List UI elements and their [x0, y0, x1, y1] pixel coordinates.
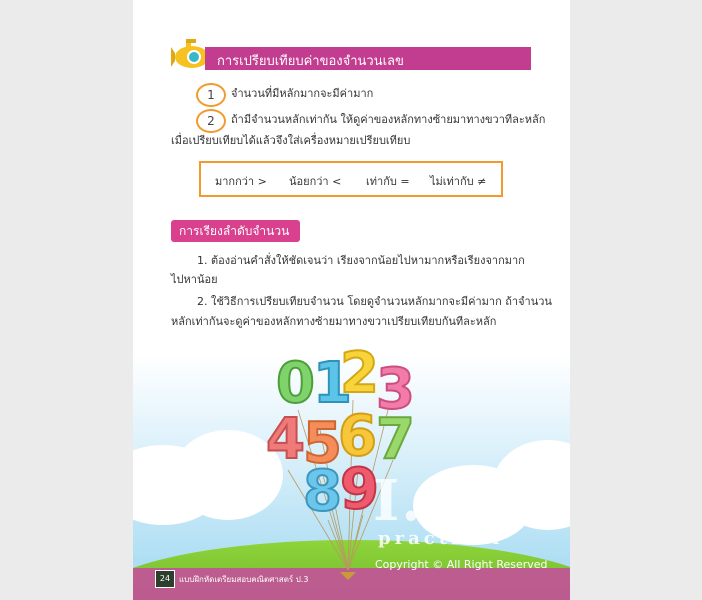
- ordering-p1-line2: ไปหาน้อย: [171, 273, 218, 286]
- balloon-7: 7: [376, 407, 415, 472]
- book-title: แบบฝึกหัดเตรียมสอบคณิตศาสตร์ ป.3: [179, 575, 309, 584]
- balloon-5: 5: [303, 411, 342, 476]
- ordering-p2-line2: หลักเท่ากันจะดูค่าของหลักทางซ้ายมาทางขวาเปรียบเทียบกันทีละหลัก: [171, 315, 497, 328]
- balloon-4: 4: [266, 407, 305, 472]
- balloon-1: 1: [313, 351, 352, 416]
- watermark-logo: I.S.: [373, 468, 485, 534]
- balloon-9: 9: [340, 457, 379, 522]
- rule-text-2: ถ้ามีจำนวนหลักเท่ากัน ให้ดูค่าของหลักทางซ้ายมาทางขวาทีละหลัก: [231, 113, 546, 126]
- symbol-greater: มากกว่า >: [215, 175, 267, 188]
- section-title-bar: [205, 47, 531, 70]
- symbol-less: น้อยกว่า <: [289, 175, 342, 188]
- ordering-p2-line1: 2. ใช้วิธีการเปรียบเทียบจำนวน โดยดูจำนวนหลักมากจะมีค่ามาก ถ้าจำนวน: [197, 295, 552, 308]
- section-title: การเปรียบเทียบค่าของจำนวนเลข: [217, 54, 404, 69]
- rule-number-2: 2: [196, 109, 226, 133]
- textbook-page: [133, 0, 570, 600]
- watermark-sub: practical: [378, 528, 504, 549]
- balloon-2: 2: [340, 341, 379, 406]
- balloon-6: 6: [338, 404, 377, 469]
- ordering-p1-line1: 1. ต้องอ่านคำสั่งให้ชัดเจนว่า เรียงจากน้อยไปหามากหรือเรียงจากมาก: [197, 254, 525, 267]
- rule-text-2-cont: เมื่อเปรียบเทียบได้แล้วจึงใส่เครื่องหมายเปรียบเทียบ: [171, 134, 411, 147]
- copyright-text: Copyright © All Right Reserved: [375, 558, 548, 571]
- rule-number-1: 1: [196, 83, 226, 107]
- symbol-equal: เท่ากับ =: [366, 175, 410, 188]
- symbol-not-equal: ไม่เท่ากับ ≠: [430, 175, 487, 188]
- page-number: 24: [155, 570, 175, 588]
- ordering-title: การเรียงลำดับจำนวน: [171, 220, 300, 242]
- comparison-symbols-box: [199, 161, 503, 197]
- balloon-8: 8: [303, 459, 342, 524]
- balloon-0: 0: [276, 351, 315, 416]
- balloon-3: 3: [376, 357, 415, 422]
- rule-text-1: จำนวนที่มีหลักมากจะมีค่ามาก: [231, 87, 374, 100]
